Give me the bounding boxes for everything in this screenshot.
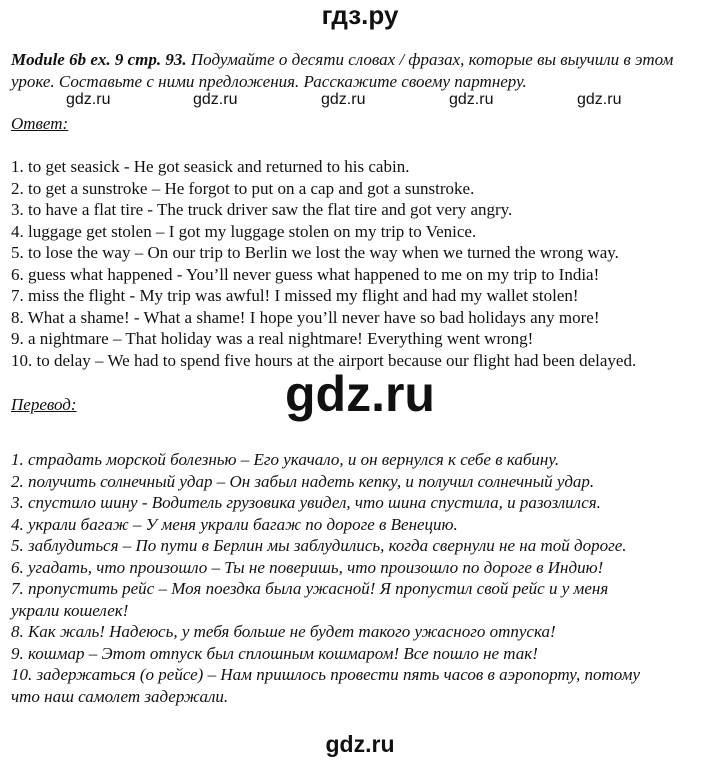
watermark-row (0, 90, 720, 110)
translation-line: 7. пропустить рейс – Моя поездка была ужасной! Я пропустил свой рейс и у меня (11, 579, 609, 598)
answer-item: 7. miss the flight - My trip was awful! I missed my flight and had my wallet stolen! (11, 286, 579, 305)
translation-line: 8. Как жаль! Надеюсь, у тебя больше не будет такого ужасного отпуска! (11, 622, 556, 641)
answer-item: 3. to have a flat tire - The truck driver saw the flat tire and got very angry. (11, 200, 513, 219)
answer-item: 9. a nightmare – That holiday was a real nightmare! Everything went wrong! (11, 329, 534, 348)
translation-line: 5. заблудиться – По пути в Берлин мы заблудились, когда свернули не на той дороге. (11, 536, 627, 555)
translation-line: 2. получить солнечный удар – Он забыл надеть кепку, и получил солнечный удар. (11, 471, 595, 491)
translation-line: украли кошелек! (11, 600, 129, 620)
watermark-small: gdz.ru (449, 91, 494, 108)
answer-item: 1. to get seasick - He got seasick and returned to his cabin. (11, 157, 410, 176)
translation-heading: Перевод: (11, 395, 77, 414)
watermark-small: gdz.ru (577, 91, 622, 108)
answer-item: 2. to get a sunstroke – He forgot to put on a cap and got a sunstroke. (11, 178, 475, 198)
answer-item: 8. What a shame! - What a shame! I hope you’ll never have so bad holidays any more! (11, 307, 600, 327)
answer-item: 5. to lose the way – On our trip to Berlin we lost the way when we turned the wrong way. (11, 243, 619, 262)
translation-line: 3. спустило шину - Водитель грузовика увидел, что шина спустила, и разозлился. (11, 493, 601, 512)
site-title: гдз.ру (321, 0, 399, 30)
answer-heading: Ответ: (11, 114, 69, 133)
translation-line: что наш самолет задержали. (11, 686, 229, 706)
translation-line: 10. задержаться (о рейсе) – Нам пришлось провести пять часов в аэропорту, потому (11, 665, 640, 684)
translation-line: 4. украли багаж – У меня украли багаж по дороге в Венецию. (11, 514, 458, 534)
answer-item: 10. to delay – We had to spend five hours at the airport because our flight had been delayed. (11, 350, 637, 370)
task-reference: Module 6b ex. 9 стр. 93. (11, 50, 187, 69)
translation-line: 1. страдать морской болезнью – Его укачало, и он вернулся к себе в кабину. (11, 450, 560, 469)
translation-list (11, 449, 711, 707)
answer-item: 6. guess what happened - You’ll never guess what happened to me on my trip to India! (11, 264, 600, 284)
watermark-small: gdz.ru (66, 91, 111, 108)
translation-line: 6. угадать, что произошло – Ты не поверишь, что произошло по дороге в Индию! (11, 557, 604, 577)
watermark-small: gdz.ru (193, 91, 238, 108)
answer-item: 4. luggage get stolen – I got my luggage stolen on my trip to Venice. (11, 221, 477, 241)
task-statement (11, 49, 701, 93)
answer-list (11, 156, 711, 371)
watermark-small: gdz.ru (321, 91, 366, 108)
footer-watermark: gdz.ru (325, 731, 395, 757)
translation-line: 9. кошмар – Этот отпуск был сплошным кошмаром! Все пошло не так! (11, 643, 538, 663)
task-text: Подумайте о десяти словах / фразах, которые вы выучили в этом уроке. Составьте с ними предложения. Расскажите своему партнеру. (11, 50, 674, 91)
watermark-large: gdz.ru (285, 366, 435, 422)
